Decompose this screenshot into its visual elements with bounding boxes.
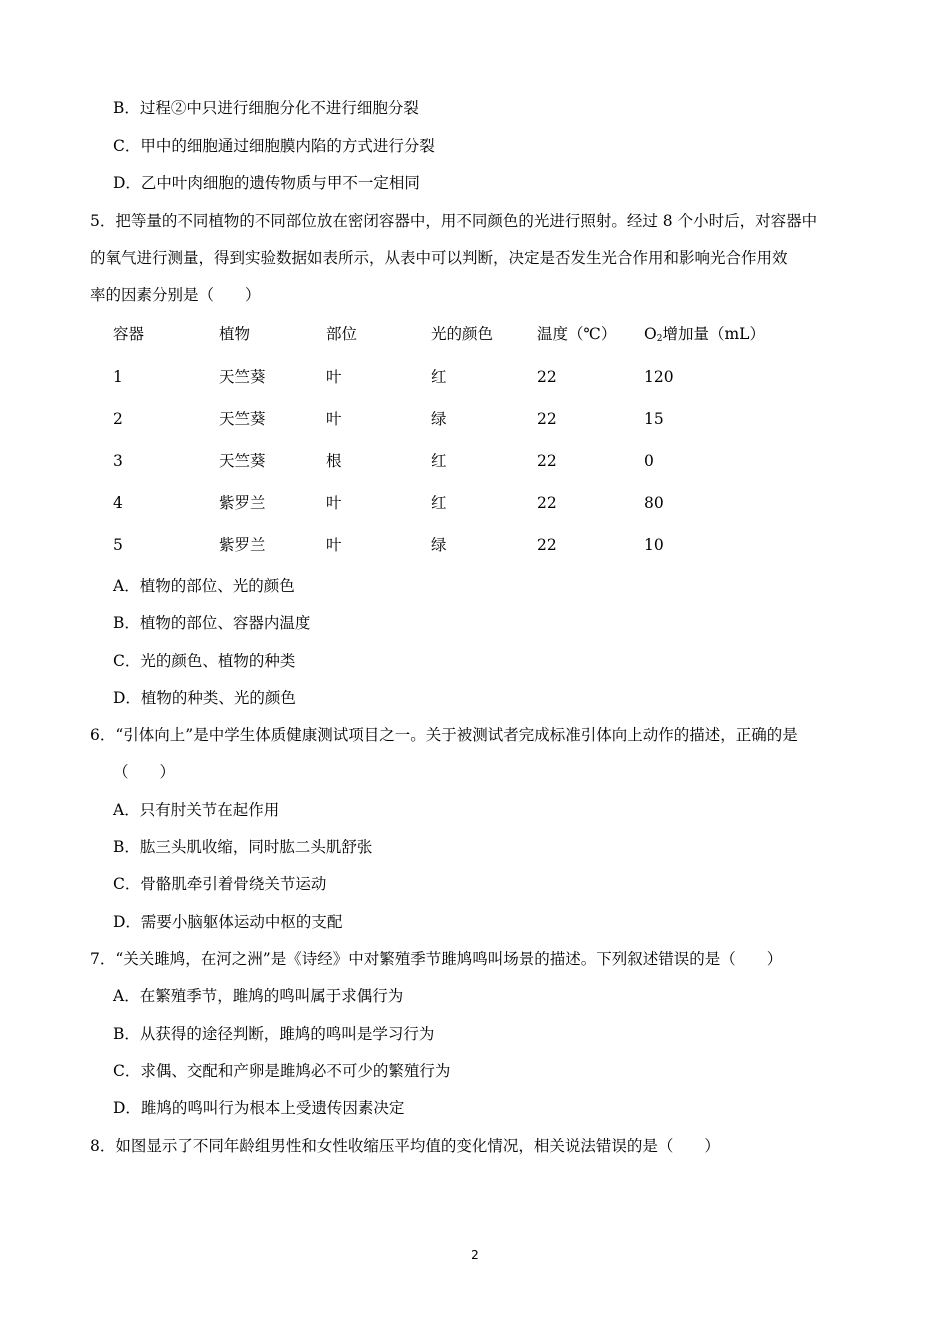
header-container: 容器: [113, 325, 145, 343]
o2-label: O: [644, 325, 657, 343]
q6-option-d: D．需要小脑躯体运动中枢的支配: [113, 913, 343, 931]
q5-stem-line3: 率的因素分别是（ ）: [90, 286, 261, 304]
table-cell: 80: [644, 494, 664, 512]
table-cell: 22: [537, 494, 557, 512]
table-cell: 5: [113, 536, 123, 554]
table-cell: 22: [537, 536, 557, 554]
q4-option-c: C．甲中的细胞通过细胞膜内陷的方式进行分裂: [113, 137, 435, 155]
table-cell: 叶: [326, 410, 342, 428]
q7-option-d: D．雎鸠的鸣叫行为根本上受遗传因素决定: [113, 1099, 405, 1117]
table-cell: 天竺葵: [219, 452, 266, 470]
q7-option-a: A．在繁殖季节，雎鸠的鸣叫属于求偶行为: [113, 987, 404, 1005]
table-cell: 红: [431, 452, 447, 470]
q5-option-c: C．光的颜色、植物的种类: [113, 652, 296, 670]
header-part: 部位: [326, 325, 358, 343]
table-row: [113, 449, 813, 473]
q7-option-b: B．从获得的途径判断，雎鸠的鸣叫是学习行为: [113, 1025, 435, 1043]
header-temperature: 温度（℃）: [537, 325, 617, 343]
q8-stem: 8．如图显示了不同年龄组男性和女性收缩压平均值的变化情况，相关说法错误的是（ ）: [90, 1137, 720, 1155]
table-cell: 绿: [431, 410, 447, 428]
q6-stem-line1: 6．“引体向上”是中学生体质健康测试项目之一。关于被测试者完成标准引体向上动作的描述，正确的是: [90, 726, 798, 744]
table-cell: 红: [431, 368, 447, 386]
q5-stem-line1: 5．把等量的不同植物的不同部位放在密闭容器中，用不同颜色的光进行照射。经过 8 个小时后，对容器中: [90, 212, 818, 230]
table-cell: 22: [537, 452, 557, 470]
q6-option-a: A．只有肘关节在起作用: [113, 801, 280, 819]
table-cell: 叶: [326, 536, 342, 554]
table-cell: 15: [644, 410, 664, 428]
q7-option-c: C．求偶、交配和产卵是雎鸠必不可少的繁殖行为: [113, 1062, 451, 1080]
table-cell: 叶: [326, 368, 342, 386]
table-row: [113, 407, 813, 431]
table-cell: 天竺葵: [219, 410, 266, 428]
q5-stem-line2: 的氧气进行测量，得到实验数据如表所示，从表中可以判断，决定是否发生光合作用和影响光合作用效: [90, 249, 788, 267]
q5-option-b: B．植物的部位、容器内温度: [113, 614, 311, 632]
q7-stem: 7．“关关雎鸠，在河之洲”是《诗经》中对繁殖季节雎鸠鸣叫场景的描述。下列叙述错误的是（ ）: [90, 950, 783, 968]
table-cell: 10: [644, 536, 664, 554]
table-cell: 叶: [326, 494, 342, 512]
q4-option-d: D．乙中叶肉细胞的遗传物质与甲不一定相同: [113, 174, 420, 192]
header-plant: 植物: [219, 325, 251, 343]
table-cell: 3: [113, 452, 123, 470]
q6-option-c: C．骨骼肌牵引着骨绕关节运动: [113, 875, 327, 893]
table-row: [113, 365, 813, 389]
table-cell: 1: [113, 368, 123, 386]
table-cell: 根: [326, 452, 342, 470]
q6-option-b: B．肱三头肌收缩，同时肱二头肌舒张: [113, 838, 373, 856]
table-cell: 4: [113, 494, 123, 512]
o2-subscript: 2: [656, 334, 663, 344]
q5-option-d: D．植物的种类、光的颜色: [113, 689, 296, 707]
table-cell: 天竺葵: [219, 368, 266, 386]
table-cell: 紫罗兰: [219, 536, 266, 554]
table-cell: 22: [537, 368, 557, 386]
header-light-color: 光的颜色: [431, 325, 494, 343]
page-number: 2: [471, 1248, 479, 1262]
table-cell: 22: [537, 410, 557, 428]
table-cell: 0: [644, 452, 654, 470]
table-header-row: [113, 322, 813, 346]
q5-option-a: A．植物的部位、光的颜色: [113, 577, 295, 595]
header-o2-increase: [644, 322, 765, 351]
table-row: [113, 533, 813, 557]
table-cell: 红: [431, 494, 447, 512]
table-cell: 2: [113, 410, 123, 428]
table-cell: 绿: [431, 536, 447, 554]
q6-stem-line2: （ ）: [113, 763, 176, 781]
table-cell: 紫罗兰: [219, 494, 266, 512]
table-row: [113, 491, 813, 515]
o2-increase-label: 增加量（mL）: [662, 325, 765, 343]
table-cell: 120: [644, 368, 674, 386]
q4-option-b: B．过程②中只进行细胞分化不进行细胞分裂: [113, 99, 419, 117]
